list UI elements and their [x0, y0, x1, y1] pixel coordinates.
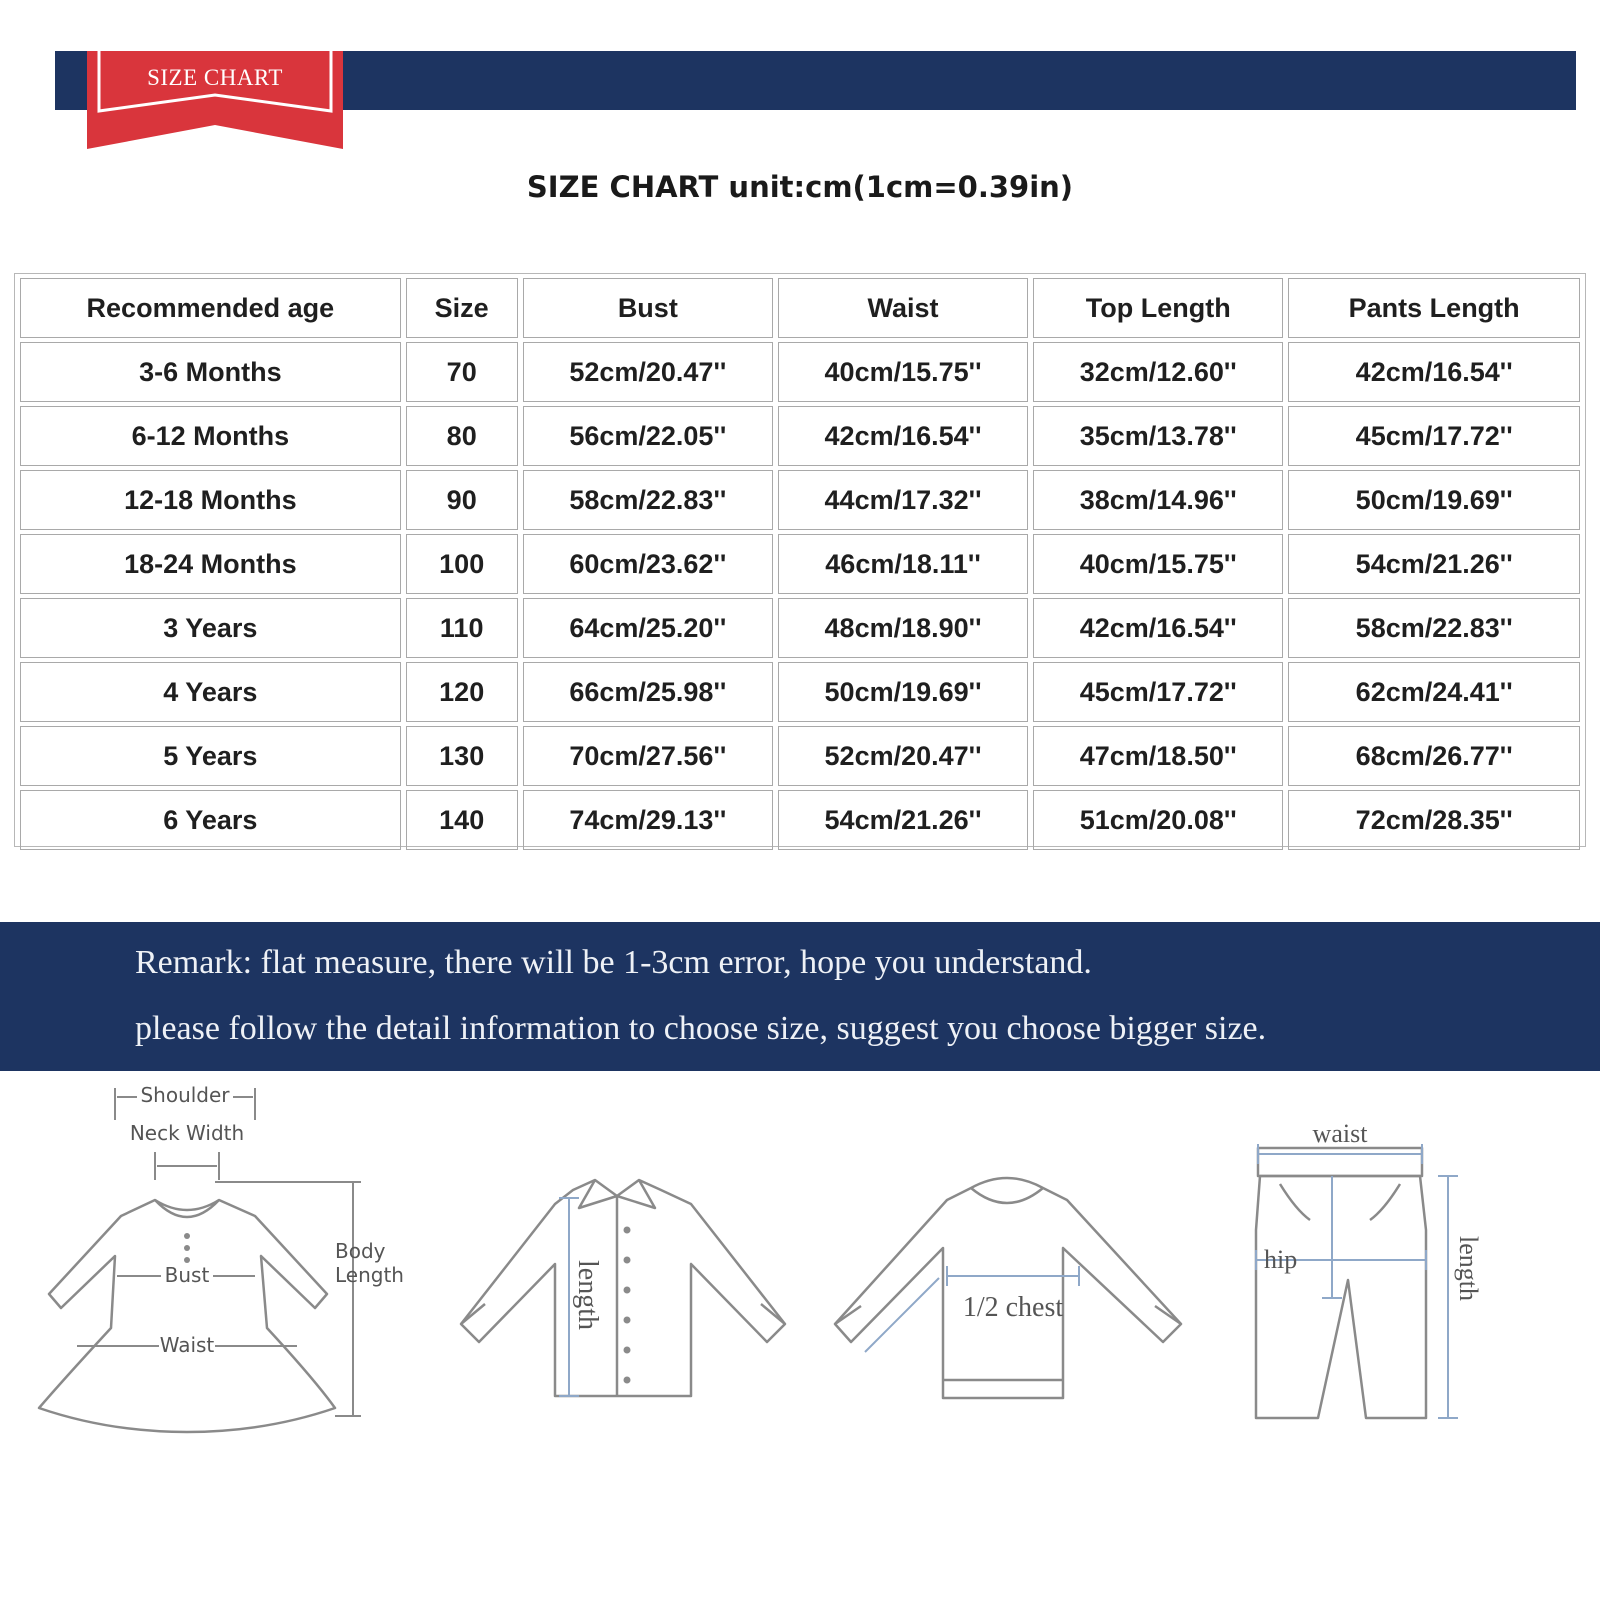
- table-cell: 80: [406, 406, 518, 466]
- table-cell: 66cm/25.98'': [523, 662, 773, 722]
- table-cell: 42cm/16.54'': [1033, 598, 1283, 658]
- table-row: [20, 342, 1580, 402]
- shirt-length-label: length: [572, 1260, 603, 1330]
- table-cell: 51cm/20.08'': [1033, 790, 1283, 850]
- table-cell: 50cm/19.69'': [1288, 470, 1580, 530]
- table-cell: 4 Years: [20, 662, 401, 722]
- table-header-row: [20, 278, 1580, 338]
- table-cell: 72cm/28.35'': [1288, 790, 1580, 850]
- table-cell: 52cm/20.47'': [523, 342, 773, 402]
- shirt-diagram: [455, 1080, 805, 1420]
- dress-diagram: [15, 1080, 415, 1440]
- column-header-waist: Waist: [778, 278, 1028, 338]
- column-header-bust: Bust: [523, 278, 773, 338]
- bust-label: Bust: [164, 1263, 210, 1287]
- pants-hip-label: hip: [1264, 1245, 1298, 1274]
- table-row: [20, 662, 1580, 722]
- table-cell: 3 Years: [20, 598, 401, 658]
- table-cell: 45cm/17.72'': [1033, 662, 1283, 722]
- column-header-pants-length: Pants Length: [1288, 278, 1580, 338]
- table-cell: 62cm/24.41'': [1288, 662, 1580, 722]
- table-cell: 32cm/12.60'': [1033, 342, 1283, 402]
- table-cell: 44cm/17.32'': [778, 470, 1028, 530]
- table-row: [20, 406, 1580, 466]
- table-row: [20, 470, 1580, 530]
- table-row: [20, 726, 1580, 786]
- table-row: [20, 598, 1580, 658]
- column-header-age: Recommended age: [20, 278, 401, 338]
- table-cell: 58cm/22.83'': [523, 470, 773, 530]
- table-cell: 45cm/17.72'': [1288, 406, 1580, 466]
- table-cell: 35cm/13.78'': [1033, 406, 1283, 466]
- dress-measure-icon: [15, 1080, 415, 1440]
- table-cell: 18-24 Months: [20, 534, 401, 594]
- table-cell: 54cm/21.26'': [778, 790, 1028, 850]
- table-cell: 40cm/15.75'': [778, 342, 1028, 402]
- table-cell: 47cm/18.50'': [1033, 726, 1283, 786]
- table-cell: 40cm/15.75'': [1033, 534, 1283, 594]
- pants-waist-label: waist: [1312, 1119, 1368, 1148]
- table-cell: 54cm/21.26'': [1288, 534, 1580, 594]
- neck-width-label: Neck Width: [129, 1121, 245, 1145]
- pants-measure-icon: [1250, 1080, 1483, 1420]
- table-cell: 6 Years: [20, 790, 401, 850]
- measurement-diagrams: [0, 1080, 1600, 1600]
- table-cell: 120: [406, 662, 518, 722]
- table-cell: 68cm/26.77'': [1288, 726, 1580, 786]
- table-cell: 42cm/16.54'': [778, 406, 1028, 466]
- table-cell: 70cm/27.56'': [523, 726, 773, 786]
- table-cell: 50cm/19.69'': [778, 662, 1028, 722]
- table-row: [20, 534, 1580, 594]
- body-length-label-2: Length: [335, 1263, 404, 1287]
- table-cell: 38cm/14.96'': [1033, 470, 1283, 530]
- pants-diagram: [1250, 1080, 1483, 1420]
- shirt-measure-icon: [455, 1080, 805, 1420]
- size-chart-ribbon: [87, 51, 343, 149]
- chart-subtitle: SIZE CHART unit:cm(1cm=0.39in): [526, 170, 1074, 204]
- table-cell: 100: [406, 534, 518, 594]
- sweater-diagram: [835, 1080, 1195, 1420]
- table-cell: 90: [406, 470, 518, 530]
- size-table: [15, 274, 1585, 854]
- size-table-frame: [14, 273, 1586, 847]
- table-cell: 110: [406, 598, 518, 658]
- table-cell: 42cm/16.54'': [1288, 342, 1580, 402]
- table-cell: 48cm/18.90'': [778, 598, 1028, 658]
- table-cell: 130: [406, 726, 518, 786]
- shoulder-label: Shoulder: [140, 1083, 230, 1107]
- table-cell: 64cm/25.20'': [523, 598, 773, 658]
- table-cell: 58cm/22.83'': [1288, 598, 1580, 658]
- table-cell: 140: [406, 790, 518, 850]
- table-cell: 60cm/23.62'': [523, 534, 773, 594]
- table-cell: 46cm/18.11'': [778, 534, 1028, 594]
- body-length-label-1: Body: [335, 1239, 386, 1263]
- waist-label: Waist: [159, 1333, 215, 1357]
- table-cell: 6-12 Months: [20, 406, 401, 466]
- ribbon-label: SIZE CHART: [147, 65, 283, 90]
- column-header-size: Size: [406, 278, 518, 338]
- sweater-measure-icon: [835, 1080, 1195, 1420]
- table-row: [20, 790, 1580, 850]
- table-cell: 12-18 Months: [20, 470, 401, 530]
- pants-length-label: length: [1454, 1236, 1483, 1301]
- table-cell: 52cm/20.47'': [778, 726, 1028, 786]
- remark-line-1: Remark: flat measure, there will be 1-3cm error, hope you understand.: [135, 944, 1092, 981]
- column-header-top-length: Top Length: [1033, 278, 1283, 338]
- table-cell: 74cm/29.13'': [523, 790, 773, 850]
- table-cell: 5 Years: [20, 726, 401, 786]
- table-cell: 70: [406, 342, 518, 402]
- table-cell: 3-6 Months: [20, 342, 401, 402]
- half-chest-label: 1/2 chest: [962, 1292, 1064, 1323]
- remark-banner: [0, 922, 1600, 1071]
- remark-line-2: please follow the detail information to choose size, suggest you choose bigger size.: [135, 1010, 1267, 1047]
- table-cell: 56cm/22.05'': [523, 406, 773, 466]
